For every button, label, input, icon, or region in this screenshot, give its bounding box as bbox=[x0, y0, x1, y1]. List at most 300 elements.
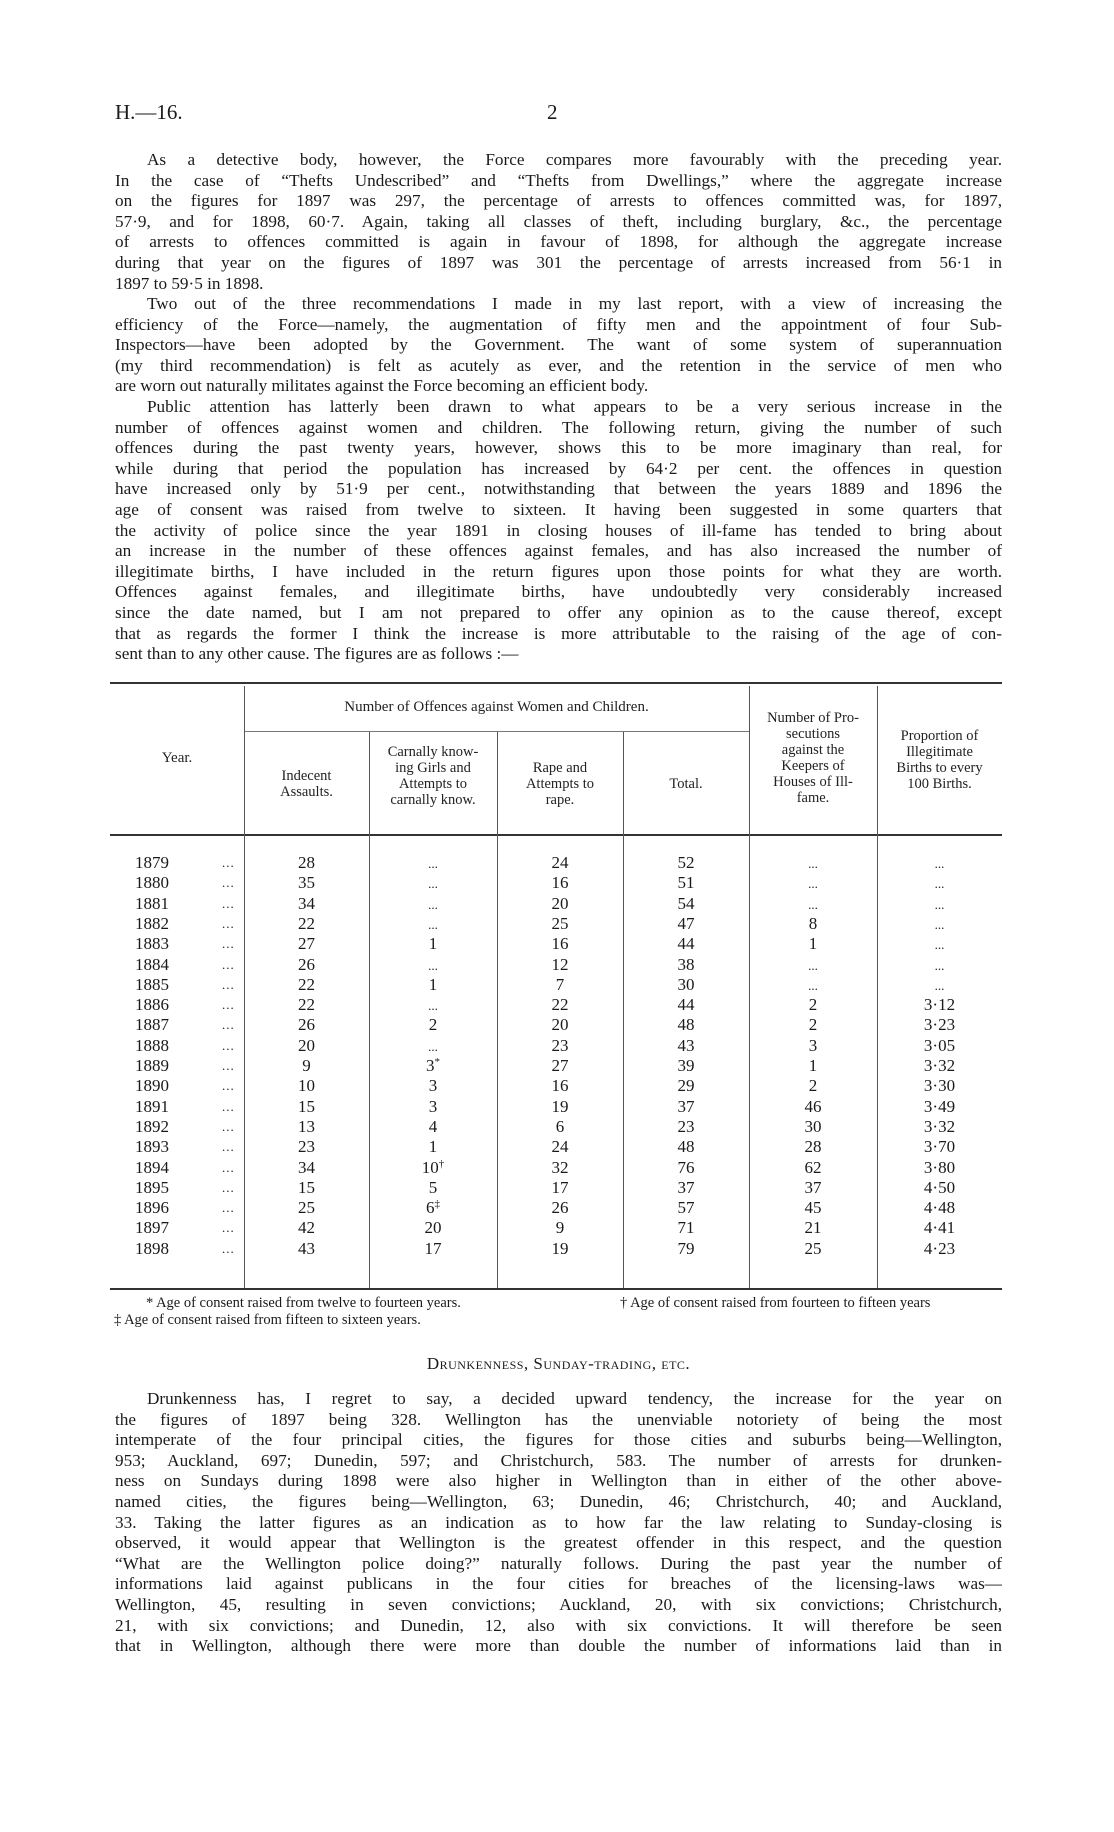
footnote-dagger: † Age of consent raised from fourteen to fifteen years bbox=[620, 1295, 931, 1311]
cell-prosecutions bbox=[749, 934, 877, 954]
cell-value: ... bbox=[934, 856, 945, 871]
cell-value: 16 bbox=[551, 873, 569, 893]
cell-proportion bbox=[877, 1218, 1002, 1238]
cell-total bbox=[623, 955, 749, 975]
cell-rape bbox=[497, 955, 623, 975]
leader-dots: ... bbox=[222, 855, 235, 870]
text-line: 57·9, and for 1898, 60·7. Again, taking all classes of theft, including burglary, &c., the percentage bbox=[115, 211, 1002, 231]
header-total: Total. bbox=[669, 776, 703, 792]
header-group-offences: Number of Offences against Women and Children. bbox=[344, 699, 649, 715]
cell-proportion bbox=[877, 914, 1002, 934]
cell-value: 25 bbox=[298, 1198, 315, 1218]
cell-value: 1 bbox=[428, 934, 438, 954]
header-line: Assaults. bbox=[280, 784, 333, 800]
cell-value: 10 bbox=[421, 1157, 439, 1177]
text-line: age of consent was raised from twelve to sixteen. It having been suggested in some quarters that bbox=[115, 499, 1002, 519]
cell-indecent bbox=[244, 1218, 369, 1238]
cell-year: 1895 bbox=[135, 1177, 169, 1197]
cell-value: 3·32 bbox=[923, 1056, 956, 1075]
cell-indecent bbox=[244, 1036, 369, 1056]
header-line: Illegitimate bbox=[906, 744, 973, 760]
cell-indecent bbox=[244, 894, 369, 914]
text-line: while during that period the population has increased by 64·2 per cent. the offences in question bbox=[115, 458, 1002, 478]
cell-total bbox=[623, 975, 749, 995]
leader-dots: ... bbox=[222, 915, 235, 931]
cell-proportion bbox=[877, 1198, 1002, 1218]
table-top-rule bbox=[110, 682, 1002, 684]
cell-value: 4·41 bbox=[923, 1218, 956, 1238]
leader-dots: ... bbox=[222, 875, 235, 891]
cell-indecent bbox=[244, 934, 369, 954]
cell-carnally bbox=[369, 995, 497, 1015]
text-line: Drunkenness has, I regret to say, a decided upward tendency, the increase for the year on bbox=[147, 1389, 1002, 1408]
header-rape bbox=[497, 760, 623, 808]
header-line: carnally know. bbox=[390, 792, 476, 808]
leader-dots: ... bbox=[222, 936, 235, 952]
cell-prosecutions bbox=[749, 1178, 877, 1198]
cell-value: ... bbox=[934, 977, 945, 993]
cell-carnally bbox=[369, 955, 497, 975]
cell-year: 1886 bbox=[135, 995, 169, 1015]
cell-value: 32 bbox=[551, 1157, 569, 1177]
cell-value: ... bbox=[428, 916, 438, 932]
cell-value: 3 bbox=[428, 1076, 438, 1096]
cell-value: 12 bbox=[551, 954, 569, 974]
cell-rape bbox=[497, 1015, 623, 1035]
leader-dots: ... bbox=[222, 1179, 235, 1195]
cell-value: 22 bbox=[298, 995, 315, 1015]
cell-total bbox=[623, 1198, 749, 1218]
header-line: Houses of Ill- bbox=[773, 774, 853, 790]
text-line: during that year on the figures of 1897 was 301 the percentage of arrests increased from 56·1 in bbox=[115, 252, 1002, 272]
cell-carnally bbox=[369, 975, 497, 995]
text-line: informations laid against publicans in the four cities for breaches of the licensing-laws was— bbox=[115, 1574, 1002, 1594]
cell-value: 19 bbox=[551, 1096, 569, 1116]
cell-value: 3 bbox=[426, 1056, 435, 1075]
cell-year: 1894 bbox=[135, 1157, 169, 1177]
header-proportion-illegitimate bbox=[877, 728, 1002, 792]
cell-proportion bbox=[877, 873, 1002, 893]
cell-indecent bbox=[244, 873, 369, 893]
cell-total bbox=[623, 1036, 749, 1056]
cell-value: 22 bbox=[551, 995, 569, 1015]
cell-value: 4·23 bbox=[923, 1238, 956, 1258]
cell-prosecutions bbox=[749, 1056, 877, 1076]
cell-value: 39 bbox=[677, 1056, 695, 1075]
cell-rape bbox=[497, 1036, 623, 1056]
text-line: observed, it would appear that Wellington is the greatest offender in this respect, and the question bbox=[115, 1533, 1002, 1553]
footnote-asterisk: * Age of consent raised from twelve to fourteen years. bbox=[146, 1295, 461, 1311]
cell-value: 3 bbox=[808, 1035, 818, 1055]
cell-value: 79 bbox=[677, 1238, 695, 1258]
cell-value: 15 bbox=[298, 1177, 315, 1197]
text-line: sent than to any other cause. The figures are as follows :— bbox=[115, 644, 519, 664]
cell-carnally bbox=[369, 1015, 497, 1035]
cell-proportion bbox=[877, 1015, 1002, 1035]
cell-year: 1889 bbox=[135, 1056, 169, 1075]
cell-total bbox=[623, 1015, 749, 1035]
cell-rape bbox=[497, 1097, 623, 1117]
cell-year: 1890 bbox=[135, 1076, 169, 1096]
cell-value: ... bbox=[934, 916, 945, 932]
cell-proportion bbox=[877, 995, 1002, 1015]
footnote-mark: ‡ bbox=[434, 1198, 440, 1211]
text-line: on the figures for 1897 was 297, the percentage of arrests to offences committed was, for 1897, bbox=[115, 191, 1002, 211]
cell-carnally bbox=[369, 853, 497, 873]
cell-value: 2 bbox=[808, 1015, 818, 1035]
cell-value: 2 bbox=[808, 995, 818, 1015]
cell-proportion bbox=[877, 1076, 1002, 1096]
cell-value: 9 bbox=[302, 1056, 311, 1075]
leader-dots: ... bbox=[222, 1220, 235, 1236]
running-head: H.—16. bbox=[115, 100, 183, 124]
cell-prosecutions bbox=[749, 1137, 877, 1157]
cell-rape bbox=[497, 1056, 623, 1076]
paragraph-drunkenness bbox=[115, 1389, 1002, 1657]
text-line: Inspectors—have been adopted by the Government. The want of some system of superannuation bbox=[115, 335, 1002, 355]
cell-prosecutions bbox=[749, 1036, 877, 1056]
cell-value: 34 bbox=[298, 1157, 315, 1177]
cell-value: 24 bbox=[551, 853, 569, 872]
cell-proportion bbox=[877, 955, 1002, 975]
cell-indecent bbox=[244, 1056, 369, 1076]
cell-rape bbox=[497, 934, 623, 954]
cell-value: 44 bbox=[677, 995, 695, 1015]
footnote-mark: † bbox=[438, 1157, 445, 1170]
header-line: Births to every bbox=[896, 760, 983, 776]
cell-carnally bbox=[369, 1097, 497, 1117]
cell-value: 54 bbox=[677, 893, 695, 913]
cell-indecent bbox=[244, 1015, 369, 1035]
cell-prosecutions bbox=[749, 1158, 877, 1178]
cell-value: 20 bbox=[298, 1035, 315, 1055]
cell-value: 1 bbox=[428, 974, 438, 994]
cell-value: 6 bbox=[555, 1116, 565, 1136]
text-line: intemperate of the four principal cities, the figures for those cities and suburbs being—Wellington, bbox=[115, 1430, 1002, 1450]
cell-value: ... bbox=[934, 876, 945, 892]
leader-dots: ... bbox=[222, 1058, 235, 1073]
cell-year: 1897 bbox=[135, 1218, 169, 1238]
text-line: 33. Taking the latter figures as an indication as to how far the law relating to Sunday-closing is bbox=[115, 1512, 1002, 1532]
cell-value: 3·12 bbox=[923, 995, 956, 1015]
cell-prosecutions bbox=[749, 914, 877, 934]
offences-table bbox=[110, 682, 1002, 1292]
cell-carnally bbox=[369, 1198, 497, 1218]
cell-value: 29 bbox=[677, 1076, 695, 1096]
cell-year: 1885 bbox=[135, 974, 169, 994]
cell-indecent bbox=[244, 1198, 369, 1218]
cell-prosecutions bbox=[749, 1239, 877, 1259]
cell-total bbox=[623, 853, 749, 873]
cell-value: 8 bbox=[808, 913, 818, 933]
cell-value: 16 bbox=[551, 1076, 569, 1096]
cell-value: 19 bbox=[551, 1238, 569, 1258]
cell-proportion bbox=[877, 1056, 1002, 1076]
cell-rape bbox=[497, 914, 623, 934]
cell-value: 20 bbox=[551, 893, 569, 913]
cell-value: 44 bbox=[677, 934, 695, 954]
cell-indecent bbox=[244, 1076, 369, 1096]
cell-value: 71 bbox=[677, 1218, 695, 1238]
cell-value: ... bbox=[934, 957, 945, 973]
cell-carnally bbox=[369, 1218, 497, 1238]
cell-indecent bbox=[244, 1117, 369, 1137]
cell-carnally bbox=[369, 1056, 497, 1076]
cell-total bbox=[623, 873, 749, 893]
cell-value: 51 bbox=[677, 873, 695, 893]
cell-value: 3·23 bbox=[923, 1015, 956, 1035]
cell-rape bbox=[497, 1218, 623, 1238]
cell-rape bbox=[497, 873, 623, 893]
cell-value: 27 bbox=[551, 1056, 569, 1075]
cell-carnally bbox=[369, 1158, 497, 1178]
cell-year: 1883 bbox=[135, 934, 169, 954]
cell-value: 20 bbox=[424, 1218, 442, 1238]
leader-dots: ... bbox=[222, 1200, 235, 1216]
cell-carnally bbox=[369, 934, 497, 954]
cell-value: 3·32 bbox=[923, 1116, 956, 1136]
cell-value: 24 bbox=[551, 1137, 569, 1157]
cell-carnally bbox=[369, 914, 497, 934]
text-line: illegitimate births, I have included in the return figures upon those points for what they are worth. bbox=[115, 561, 1002, 581]
text-line: Wellington, 45, resulting in seven convictions; Auckland, 20, with six convictions; Christchurch, bbox=[115, 1594, 1002, 1614]
cell-rape bbox=[497, 853, 623, 873]
cell-value: 2 bbox=[428, 1015, 438, 1035]
leader-dots: ... bbox=[222, 1118, 235, 1134]
cell-value: 62 bbox=[804, 1157, 822, 1177]
cell-value: 30 bbox=[804, 1116, 822, 1136]
text-line: “What are the Wellington police doing?” naturally follows. During the past year the number of bbox=[115, 1553, 1002, 1573]
cell-value: 43 bbox=[677, 1035, 695, 1055]
leader-dots: ... bbox=[222, 1017, 235, 1033]
cell-value: 7 bbox=[555, 974, 565, 994]
cell-proportion bbox=[877, 1036, 1002, 1056]
cell-carnally bbox=[369, 894, 497, 914]
leader-dots: ... bbox=[222, 895, 235, 911]
leader-dots: ... bbox=[222, 1078, 235, 1094]
cell-proportion bbox=[877, 1097, 1002, 1117]
cell-prosecutions bbox=[749, 1218, 877, 1238]
cell-indecent bbox=[244, 975, 369, 995]
cell-carnally bbox=[369, 1137, 497, 1157]
cell-value: 30 bbox=[677, 974, 695, 994]
cell-value: ... bbox=[428, 896, 438, 912]
cell-year: 1880 bbox=[135, 873, 169, 893]
cell-value: 37 bbox=[677, 1096, 695, 1116]
cell-year: 1887 bbox=[135, 1015, 169, 1035]
leader-dots: ... bbox=[222, 1240, 235, 1256]
text-line: an increase in the number of these offences against females, and has also increased the number of bbox=[115, 541, 1002, 561]
cell-value: 52 bbox=[677, 853, 695, 872]
header-line: 100 Births. bbox=[907, 776, 972, 792]
cell-total bbox=[623, 1158, 749, 1178]
cell-year: 1892 bbox=[135, 1116, 169, 1136]
cell-total bbox=[623, 1056, 749, 1076]
cell-carnally bbox=[369, 1178, 497, 1198]
text-line: the activity of police since the year 1891 in closing houses of ill-fame has tended to bring about bbox=[115, 520, 1002, 540]
cell-total bbox=[623, 1137, 749, 1157]
cell-value: ... bbox=[428, 856, 438, 871]
cell-value: ... bbox=[428, 957, 438, 973]
cell-proportion bbox=[877, 975, 1002, 995]
header-line: Proportion of bbox=[900, 728, 979, 744]
cell-value: 34 bbox=[298, 893, 315, 913]
cell-indecent bbox=[244, 1158, 369, 1178]
cell-value: 35 bbox=[298, 873, 315, 893]
text-line: In the case of “Thefts Undescribed” and “Thefts from Dwellings,” where the aggregate increase bbox=[115, 170, 1002, 190]
cell-proportion bbox=[877, 1239, 1002, 1259]
paragraph-recommendations bbox=[115, 294, 1002, 397]
cell-proportion bbox=[877, 1117, 1002, 1137]
cell-value: 6 bbox=[426, 1198, 435, 1218]
cell-year: 1898 bbox=[135, 1238, 169, 1258]
cell-rape bbox=[497, 1198, 623, 1218]
leader-dots: ... bbox=[222, 976, 235, 992]
cell-value: 9 bbox=[555, 1218, 565, 1238]
cell-rape bbox=[497, 1117, 623, 1137]
cell-value: 48 bbox=[677, 1015, 695, 1035]
cell-indecent bbox=[244, 1239, 369, 1259]
header-prosecutions bbox=[749, 710, 877, 806]
cell-value: 4 bbox=[428, 1116, 438, 1136]
cell-value: 3·30 bbox=[923, 1076, 956, 1096]
cell-year: 1879 bbox=[135, 853, 169, 872]
cell-rape bbox=[497, 1158, 623, 1178]
cell-indecent bbox=[244, 995, 369, 1015]
cell-value: 26 bbox=[298, 1015, 315, 1035]
cell-value: 17 bbox=[551, 1177, 569, 1197]
cell-value: 27 bbox=[298, 934, 315, 954]
text-line: are worn out naturally militates against the Force becoming an efficient body. bbox=[115, 376, 649, 396]
paragraph-detective-body bbox=[115, 150, 1002, 294]
header-line: Indecent bbox=[281, 768, 332, 784]
cell-value: 16 bbox=[551, 934, 569, 954]
cell-proportion bbox=[877, 1137, 1002, 1157]
cell-value: 28 bbox=[298, 853, 315, 872]
leader-dots: ... bbox=[222, 997, 235, 1013]
cell-proportion bbox=[877, 853, 1002, 873]
cell-year: 1893 bbox=[135, 1137, 169, 1157]
text-line: offences during the past twenty years, however, shows this to be more imaginary than real, for bbox=[115, 438, 1002, 458]
cell-value: 25 bbox=[551, 913, 569, 933]
cell-rape bbox=[497, 894, 623, 914]
cell-value: ... bbox=[934, 937, 945, 953]
cell-value: 28 bbox=[804, 1137, 822, 1157]
header-line: against the bbox=[781, 742, 845, 758]
cell-year: 1888 bbox=[135, 1035, 169, 1055]
cell-year: 1891 bbox=[135, 1096, 169, 1116]
cell-proportion bbox=[877, 934, 1002, 954]
text-line: (my third recommendation) is felt as acutely as ever, and the retention in the service of men who bbox=[115, 355, 1002, 375]
header-line: Keepers of bbox=[781, 758, 845, 774]
header-line: Number of Pro- bbox=[767, 710, 859, 726]
cell-prosecutions bbox=[749, 1097, 877, 1117]
cell-value: 3·49 bbox=[923, 1096, 956, 1116]
cell-prosecutions bbox=[749, 1198, 877, 1218]
cell-value: 3·70 bbox=[923, 1137, 956, 1157]
cell-value: 15 bbox=[298, 1096, 315, 1116]
cell-prosecutions bbox=[749, 853, 877, 873]
cell-value: 26 bbox=[298, 954, 315, 974]
header-line: rape. bbox=[545, 792, 575, 808]
cell-value: 3·05 bbox=[923, 1035, 956, 1055]
cell-value: ... bbox=[934, 896, 945, 912]
cell-value: 47 bbox=[677, 913, 695, 933]
section-heading-drunkenness: Drunkenness, Sunday-trading, etc. bbox=[426, 1354, 691, 1373]
cell-value: 3·80 bbox=[923, 1157, 956, 1177]
cell-value: ... bbox=[428, 876, 438, 892]
header-year: Year. bbox=[161, 750, 193, 766]
leader-dots: ... bbox=[222, 1098, 235, 1114]
cell-prosecutions bbox=[749, 955, 877, 975]
cell-value: 48 bbox=[677, 1137, 695, 1157]
cell-total bbox=[623, 1097, 749, 1117]
cell-rape bbox=[497, 1178, 623, 1198]
cell-indecent bbox=[244, 914, 369, 934]
cell-total bbox=[623, 1117, 749, 1137]
cell-prosecutions bbox=[749, 1076, 877, 1096]
cell-value: 23 bbox=[551, 1035, 569, 1055]
leader-dots: ... bbox=[222, 1159, 235, 1175]
cell-prosecutions bbox=[749, 975, 877, 995]
cell-value: 1 bbox=[808, 1056, 818, 1075]
header-carnally-knowing bbox=[369, 744, 497, 808]
cell-value: 22 bbox=[298, 974, 315, 994]
cell-total bbox=[623, 934, 749, 954]
text-line: Offences against females, and illegitimate births, have undoubtedly very considerably increased bbox=[115, 582, 1002, 602]
cell-value: ... bbox=[808, 896, 818, 912]
cell-value: ... bbox=[808, 856, 818, 871]
cell-carnally bbox=[369, 1076, 497, 1096]
footnote-mark: * bbox=[434, 1056, 440, 1068]
cell-value: 4·48 bbox=[923, 1198, 956, 1218]
leader-dots: ... bbox=[222, 1037, 235, 1053]
cell-prosecutions bbox=[749, 995, 877, 1015]
paragraph-offences-women-children bbox=[115, 397, 1002, 665]
header-line: Rape and bbox=[532, 760, 588, 776]
text-line: 21, with six convictions; and Dunedin, 12, also with six convictions. It will therefore be seen bbox=[115, 1615, 1002, 1635]
cell-value: 13 bbox=[298, 1116, 315, 1136]
cell-value: 37 bbox=[677, 1177, 695, 1197]
cell-value: ... bbox=[428, 1038, 438, 1054]
cell-prosecutions bbox=[749, 873, 877, 893]
cell-value: 38 bbox=[677, 954, 695, 974]
cell-value: ... bbox=[808, 876, 818, 892]
cell-total bbox=[623, 995, 749, 1015]
cell-total bbox=[623, 1239, 749, 1259]
header-line: ing Girls and bbox=[395, 760, 471, 776]
cell-total bbox=[623, 1076, 749, 1096]
cell-indecent bbox=[244, 955, 369, 975]
cell-value: 4·50 bbox=[923, 1177, 956, 1197]
text-line: since the date named, but I am not prepared to offer any opinion as to the cause thereof, except bbox=[115, 602, 1002, 622]
header-line: Attempts to bbox=[525, 776, 595, 792]
cell-value: 45 bbox=[804, 1198, 822, 1218]
cell-total bbox=[623, 1218, 749, 1238]
cell-rape bbox=[497, 1239, 623, 1259]
cell-value: 3 bbox=[428, 1096, 438, 1116]
page-number: 2 bbox=[547, 100, 558, 124]
cell-proportion bbox=[877, 1178, 1002, 1198]
cell-value: 5 bbox=[428, 1177, 438, 1197]
cell-year: 1881 bbox=[135, 893, 169, 913]
cell-rape bbox=[497, 975, 623, 995]
header-line: fame. bbox=[796, 790, 830, 806]
header-line: Attempts to bbox=[398, 776, 468, 792]
cell-value: 2 bbox=[808, 1076, 818, 1096]
cell-rape bbox=[497, 1137, 623, 1157]
cell-value: 1 bbox=[808, 934, 818, 954]
